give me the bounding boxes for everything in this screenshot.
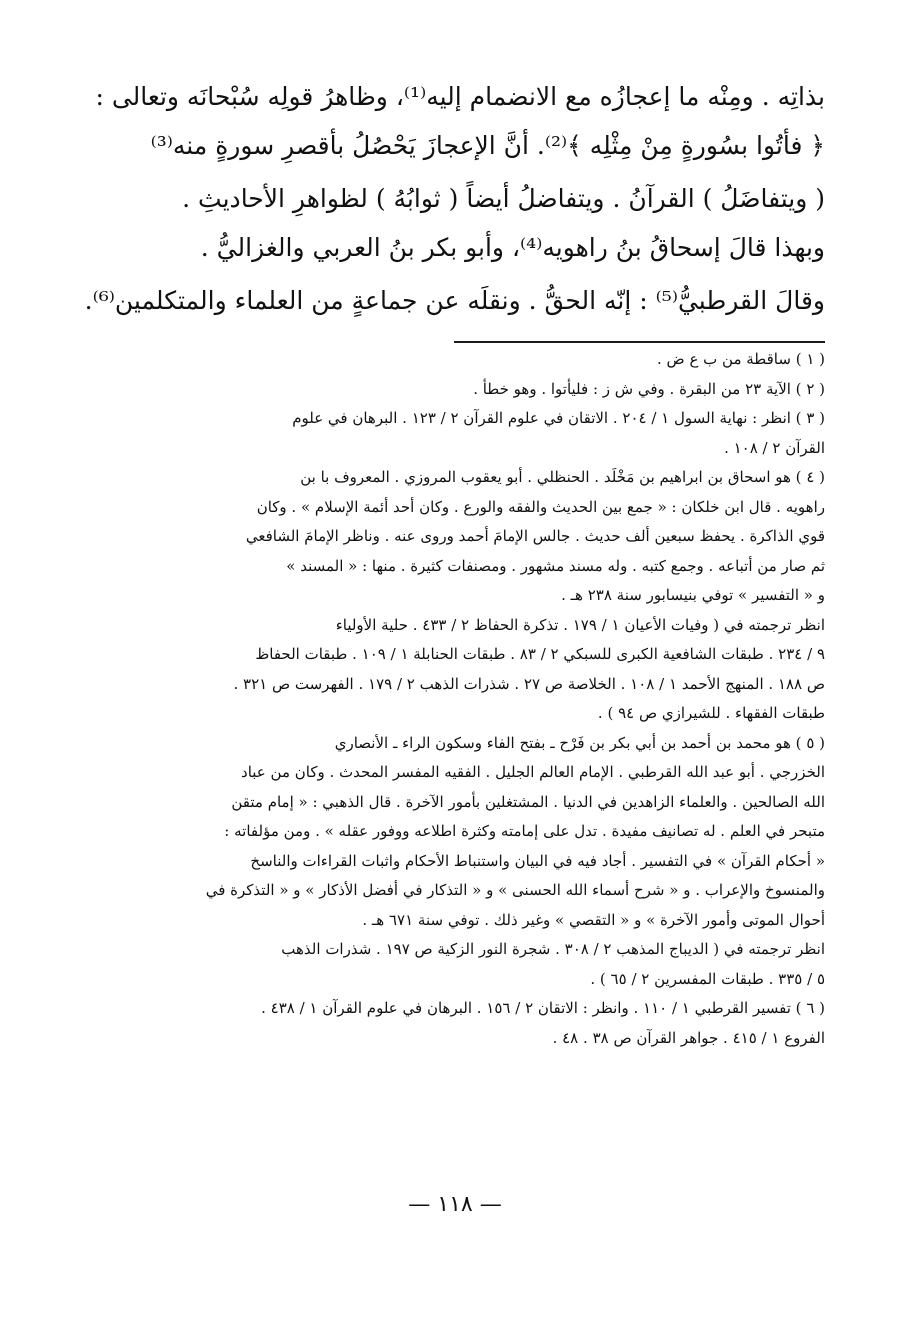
footnote-line: ( ٤ ) هو اسحاق بن ابراهيم بن مَخْلَد . الحنظلي . أبو يعقوب المروزي . المعروف با بن <box>300 468 825 486</box>
footnote-line: « أحكام القرآن » في التفسير . أجاد فيه في البيان واستنباط الأحكام واثبات القراءات والناسخ <box>250 851 825 870</box>
footnote-line: متبحر في العلم . له تصانيف مفيدة . تدل على إمامته وكثرة اطلاعه ووفور عقله » . ومن مؤلفاته : <box>224 822 825 840</box>
footnote-line: الله الصالحين . والعلماء الزاهدين في الدنيا . المشتغلين بأمور الآخرة . قال الذهبي : « إمام متقن <box>231 792 825 811</box>
footnote-line: راهويه . قال ابن خلكان : « جمع بين الحديث والفقه والورع . وكان أحد أئمة الإسلام » . وكان <box>256 497 825 516</box>
footnote-line: ( ١ ) ساقطة من ب ع ض . <box>657 350 825 368</box>
footnote-line: و « التفسير » توفي بنيسابور سنة ٢٣٨ هـ . <box>561 586 825 604</box>
footnote-line: ٩ / ٢٣٤ . طبقات الشافعية الكبرى للسبكي ٢ / ٨٣ . طبقات الحنابلة ١ / ١٠٩ . طبقات الحفاظ <box>255 645 825 663</box>
footnote-line: طبقات الفقهاء . للشيرازي ص ٩٤ ) . <box>597 704 825 722</box>
footnote-line: القرآن ٢ / ١٠٨ . <box>724 438 825 457</box>
footnote-divider <box>454 341 825 343</box>
footnote-line: ثم صار من أتباعه . وجمع كتبه . وله مسند مشهور . ومصنفات كثيرة . منها : « المسند » <box>286 556 825 575</box>
main-text-line: وقالَ القرطبيُّ⁽⁵⁾ : إنّه الحقُّ . ونقلَه عن جماعةٍ من العلماء والمتكلمين⁽⁶⁾. <box>84 286 825 315</box>
main-text-line: وبهذا قالَ إسحاقُ بنُ راهويه⁽⁴⁾، وأبو بكر بنُ العربي والغزاليُّ . <box>200 233 825 262</box>
footnote-line: قوي الذاكرة . يحفظ سبعين ألف حديث . جالس الإمامَ أحمد وروى عنه . وناظر الإمامَ الشافعي <box>245 527 825 545</box>
footnote-line: ٥ / ٣٣٥ . طبقات المفسرين ٢ / ٦٥ ) . <box>590 969 825 988</box>
footnote-line: انظر ترجمته في ( الديباج المذهب ٢ / ٣٠٨ . شجرة النور الزكية ص ١٩٧ . شذرات الذهب <box>281 940 825 958</box>
page-number: — ١١٨ — <box>408 1192 502 1217</box>
footnote-line: ( ٣ ) انظر : نهاية السول ١ / ٢٠٤ . الاتقان في علوم القرآن ٢ / ١٢٣ . البرهان في علوم <box>292 409 825 427</box>
footnote-line: الفروع ١ / ٤١٥ . جواهر القرآن ص ٣٨ . ٤٨ . <box>552 1028 825 1047</box>
footnote-line: الخزرجي . أبو عبد الله القرطبي . الإمام العالم الجليل . الفقيه المفسر المحدث . وكان من عباد <box>241 763 825 781</box>
footnote-line: ( ٥ ) هو محمد بن أحمد بن أبي بكر بن فَرْح ـ بفتح الفاء وسكون الراء ـ الأنصاري <box>334 733 825 752</box>
footnote-line: أحوال الموتى وأمور الآخرة » و « التقصي » وغير ذلك . توفي سنة ٦٧١ هـ . <box>362 910 825 929</box>
footnotes <box>110 345 825 1053</box>
footnote-line: ( ٦ ) تفسير القرطبي ١ / ١١٠ . وانظر : الاتقان ٢ / ١٥٦ . البرهان في علوم القرآن ١ / ٤٣٨ . <box>261 999 825 1017</box>
footnote-line: والمنسوخ والإعراب . و « شرح أسماء الله الحسنى » و « التذكار في أفضل الأذكار » و « التذكرة في <box>205 881 825 899</box>
footnote-line: انظر ترجمته في ( وفيات الأعيان ١ / ١٧٩ . تذكرة الحفاظ ٢ / ٤٣٣ . حلية الأولياء <box>335 615 825 634</box>
footnote-line: ( ٢ ) الآية ٢٣ من البقرة . وفي ش ز : فليأتوا . وهو خطأ . <box>473 379 825 398</box>
main-text-line: ﴿ فأتُوا بسُورةٍ مِنْ مِثْلِه ﴾⁽²⁾. أنَّ الإعجازَ يَحْصُلُ بأقصرِ سورةٍ منه⁽³⁾ <box>150 131 825 160</box>
footnote-line: ص ١٨٨ . المنهج الأحمد ١ / ١٠٨ . الخلاصة ص ٢٧ . شذرات الذهب ٢ / ١٧٩ . الفهرست ص ٣٢١ . <box>233 674 825 693</box>
main-text-line: بذاتِه . ومِنْه ما إعجازُه مع الانضمام إليه⁽¹⁾، وظاهرُ قولِه سُبْحانَه وتعالى : <box>95 82 825 111</box>
main-text <box>84 72 825 325</box>
main-text-line: ( ويتفاضَلُ ) القرآنُ . ويتفاضلُ أيضاً ( ثوابُهُ ) لظواهرِ الأحاديثِ . <box>182 184 825 213</box>
